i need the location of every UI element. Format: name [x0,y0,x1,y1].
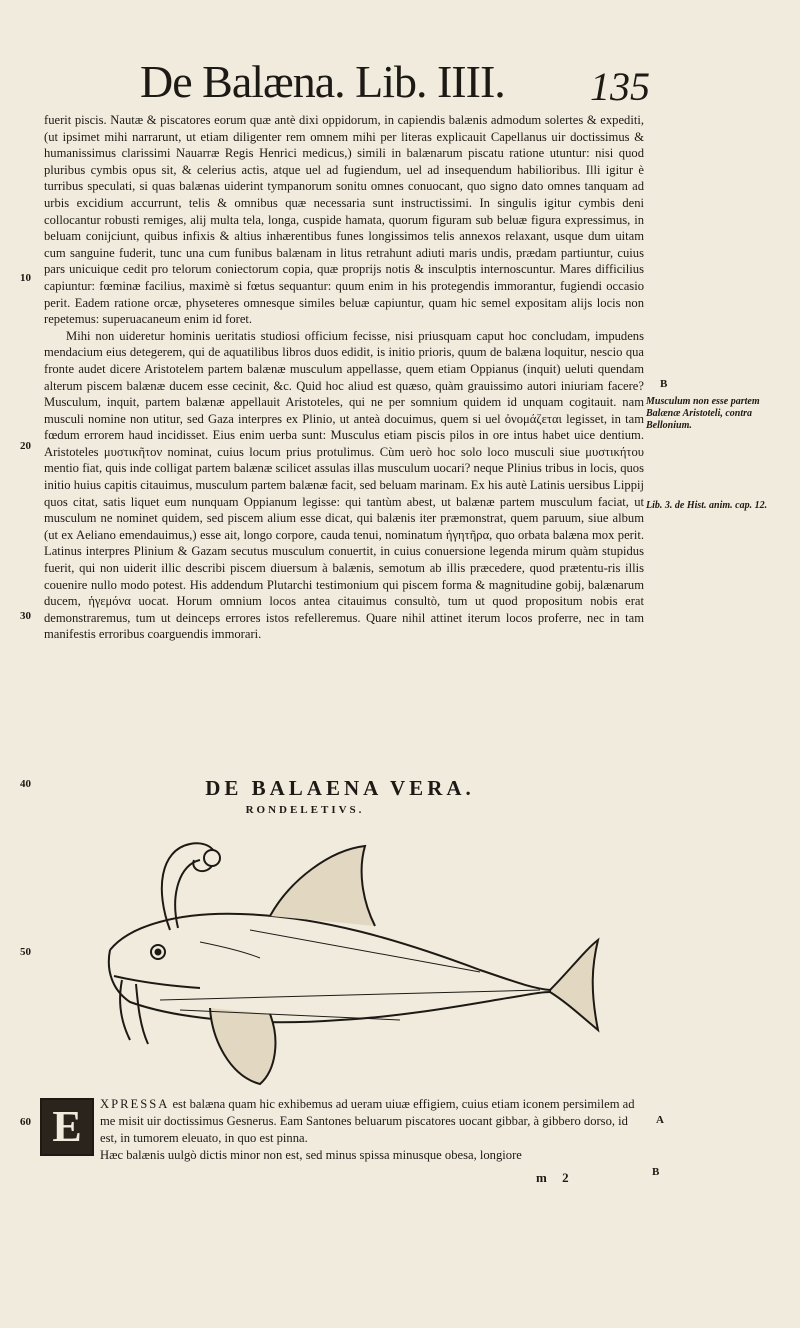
signature-mark: m 2 [536,1170,575,1185]
margin-letter-a: A [656,1114,664,1126]
running-title: De Balæna. Lib. IIII. [140,56,505,107]
caption-lead-word: XPRESSA [100,1097,170,1111]
body-text [44,112,644,643]
paragraph-1: fuerit piscis. Nautæ & piscatores eorum quæ antè dixi oppidorum, in capiendis balænis admodum solertes & expediti, (ut ipsimet mihi narrarunt, ut etiam diligenter rem omnem mihi per literas explicauit Capellanus uir doctissimus & humanissimus clarissimi Nauarræ Regis Henrici medicus,) simili in balænarum piscatu ratione utuntur: nisi quod pluribus cymbis opus sit, & celerius actis, atque uel ad fugiendum, uel ad insequendum habilioribus. Illi igitur è turribus speculati, si quas balænas uiderint tympanorum sonitu omnes conuocant, quo signo dato omnes tanquam ad urbis excidium accurrunt, telis & omnibus quæ necessaria sunt instructissimi. In singulis igitur cymbis deni collocantur robusti remiges, alij multa tela, longa, cuspide hamata, quorum figuram sub beluæ figura expressimus, in beluam conijciunt, quibus infixis & altius inhærentibus funes longissimos telis annexos relaxant, usque dum uitam cum sanguine fuderit, tunc una cum funibus balænam in litus retrahunt adiuti maris undis, prædam partiuntur, cuius pars unicuique cedit pro telorum coniectorum copia, quæ proprijs notis & insculptis internoscuntur. Mares difficilius capiuntur: fœminæ facilius, maximè si fœtus sequantur: quum enim in his protegendis immorantur, fugiendi occasio perit. Eadem ratione orcæ, physeteres omnesque similes beluæ capiuntur, quam hic semel expositam alijs locis non repetemus: superuacaneum enim id foret. [44,113,644,327]
page-number: 135 [590,64,650,109]
section-title: DE BALAENA VERA. [205,776,475,800]
line-number-30: 30 [20,610,31,622]
drop-cap-initial: E [40,1098,94,1156]
margin-letter-b: B [660,378,668,390]
caption-text: est balæna quam hic exhibemus ad ueram uiuæ effigiem, cuius etiam iconem persimilem ad me misit uir doctissimus Gesnerus. Eam Santones beluarum piscatores uocant gibbar, à gibbero dorso, id est, in tumorem eleuato, in quo est pinna. [100,1097,635,1145]
line-number-20: 20 [20,440,31,452]
caption-paragraph [40,1096,640,1164]
whale-woodcut-illustration [100,830,610,1090]
paragraph-2: Mihi non uideretur hominis ueritatis studiosi officium fecisse, nisi priusquam caput hoc concludam, impudens mendacium eius detegerem, qui de aquatilibus libros duos edidit, is initio prioris, quum de balæna loquitur, nescio qua fronte audet dicere Aristotelem partem balænæ musculum appellasse, quem etiam Oppianus (inquit) ueluti quendam alterum piscem balænæ ducem esse cecinit, &c. Quid hoc aliud est quæso, quàm grauissimo autori iniuriam facere? Musculum, inquit, partem balænæ appellauit Aristoteles, qui ne per somnium quidem id unquam cogitauit. nam musculi nomine non utitur, sed Gaza interpres ex Plinio, ut anteà docuimus, quem si uel ὀνομάζεται legisset, in tam fœdum errorem haud incidisset. Eius enim uerba sunt: Musculus etiam piscis pilos in ore intus habet uice dentium. Aristoteles μυστικῆτον nominat, cuius locum prius protulimus. Cùm uerò hoc solo loco musculi siue μυστικήτου mentio fiat, quis inde colligat partem balænæ scilicet assulas illas musculum uocari? neque Plinius tribus in locis, quos initio huius capitis citauimus, musculum partem balænæ facit, sed beluam marinam. Ex his autè Latinis uersibus Lippij quos citat, satis liquet eum nunquam Oppianum legisse: qui tantùm abest, ut balænæ partem musculum faciat, ut musculum ne nominet quidem, sed piscem alium esse dicat, qui balænis iter præmonstrat, quem paruum, siue album (ut ex Aeliano emendauimus,) esse ait, longo corpore, cauda tenui, nominatum ἡγητῆρα, quo orbata balæna mox perit. Latinus interpres Plinium & Gazam secutus musculum conuertit, in cuius conuersione legenda mirum quàm stupidus fuerit, qui non uiderit illic describi piscem diuersum à balænis, semotum ab illis præcedere, quod prætentu-ris illis couenire nullo modo potest. His addendum Plutarchi testimonium qui piscem forma & magnitudine gobij, balænarum ducem, ἡγεμόνα uocat. Horum omnium locos antea citauimus consultò, tum ut quod propositum nobis erat demonstraremus, tum ut deinceps errores istos refelleremus. Quare nihil attinet iterum locos proferre, nec in tam manifestis erroribus coarguendis immorari. [44,328,644,642]
line-number-50: 50 [20,946,31,958]
margin-note-musculum: Musculum non esse partem Balænæ Aristoteli, contra Bellonium. [646,396,760,431]
line-number-60: 60 [20,1116,31,1128]
line-number-40: 40 [20,778,31,790]
caption-text-continued: Hæc balænis uulgò dictis minor non est, sed minus spissa minusque obesa, longiore [100,1148,522,1162]
line-number-10: 10 [20,272,31,284]
section-author: RONDELETIVS. [245,804,365,816]
page-header [140,52,660,112]
margin-note-reference: Lib. 3. de Hist. anim. cap. 12. [646,500,768,511]
margin-letter-b-2: B [652,1166,660,1178]
